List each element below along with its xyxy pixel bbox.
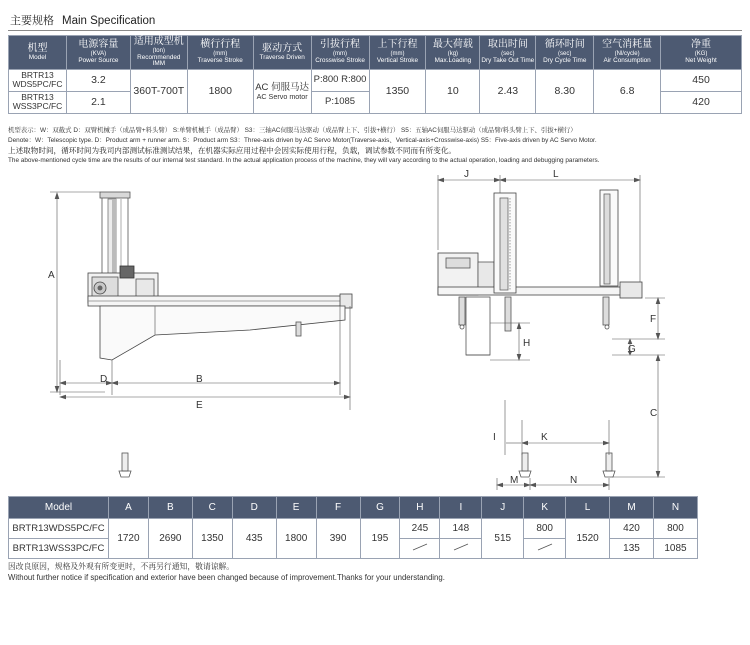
dims-col-F: F	[316, 497, 360, 519]
dims-D: 435	[232, 519, 276, 559]
dims-col-B: B	[148, 497, 192, 519]
footer-zh: 因改良原因，规格及外观有所变更时，不再另行通知，敬请谅解。	[8, 562, 235, 571]
dims-header-row	[9, 497, 698, 519]
dims-col-model: Model	[9, 497, 109, 519]
spec-col-air: 空气消耗量 (Nl/cycle) Air Consumption	[594, 36, 661, 70]
spec-power: 2.1	[66, 91, 130, 113]
dims-I: 148	[440, 519, 482, 539]
dims-col-G: G	[360, 497, 400, 519]
spec-crosswise: P:800 R:800	[311, 69, 369, 91]
dims-model: BRTR13WSS3PC/FC	[9, 539, 109, 559]
spec-row	[9, 69, 742, 91]
spec-power: 3.2	[66, 69, 130, 91]
dims-M: 420	[610, 519, 654, 539]
dims-H-empty	[400, 539, 440, 559]
dims-B: 2690	[148, 519, 192, 559]
dims-col-N: N	[653, 497, 697, 519]
spec-col-loading: 最大荷载 (kg) Max.Loading	[426, 36, 480, 70]
spec-col-traverse: 横行行程 (mm) Traverse Stroke	[187, 36, 253, 70]
dims-F: 390	[316, 519, 360, 559]
spec-col-power: 电源容量 (KVA) Power Source	[66, 36, 130, 70]
spec-weight: 420	[661, 91, 742, 113]
spec-col-weight: 净重 (KG) Net Weight	[661, 36, 742, 70]
note-denote-en: Denote：W：Telescopic type. D：Product arm + runner arm. S：Product arm S3：Three-axis driven by AC Servo Motor(Traverse-axis、Vertical-axis+Crosswise-axis) S5：Five-axis driven by AC Servo Motor.	[8, 137, 597, 144]
spec-crosswise: P:1085	[311, 91, 369, 113]
dims-col-C: C	[192, 497, 232, 519]
dim-label-C: C	[650, 408, 658, 419]
dims-L: 1520	[566, 519, 610, 559]
spec-col-imm: 适用成型机 (ton) Recommended IMM	[130, 36, 187, 70]
dim-label-K: K	[541, 432, 548, 443]
spec-cycle: 8.30	[536, 69, 594, 113]
dims-C: 1350	[192, 519, 232, 559]
dimension-table	[8, 496, 698, 559]
spec-col-drive: 驱动方式 Traverse Driven	[253, 36, 311, 70]
spec-weight: 450	[661, 69, 742, 91]
dim-label-I: I	[493, 432, 496, 443]
spec-header-row	[9, 36, 742, 70]
dim-label-H: H	[523, 338, 531, 349]
spec-takeout: 2.43	[480, 69, 536, 113]
dim-label-J: J	[464, 169, 469, 180]
empty-slash-icon	[410, 542, 430, 552]
dims-col-H: H	[400, 497, 440, 519]
dims-col-E: E	[276, 497, 316, 519]
dims-K: 800	[524, 519, 566, 539]
dims-J: 515	[482, 519, 524, 559]
dims-E: 1800	[276, 519, 316, 559]
dims-col-J: J	[482, 497, 524, 519]
dim-label-N: N	[570, 475, 578, 486]
dims-A: 1720	[108, 519, 148, 559]
dims-col-M: M	[610, 497, 654, 519]
dim-label-L: L	[553, 169, 559, 180]
footer-notice	[8, 561, 445, 583]
title-divider	[8, 30, 742, 31]
dims-col-A: A	[108, 497, 148, 519]
dims-H: 245	[400, 519, 440, 539]
dims-K-empty	[524, 539, 566, 559]
note-denote-zh: 机型表示：W：双截式 D：双臂机械手（成品臂+料头臂） S:单臂机械手（成品臂） S3：三轴AC伺服马达驱动（成品臂上下、引拔+横行） S5：五轴AC伺服马达驱动（成品臂/料头臂上下、引拔+横行）	[8, 127, 577, 134]
main-spec-table	[8, 35, 742, 114]
dims-I-empty	[440, 539, 482, 559]
dim-label-B: B	[196, 374, 203, 385]
dims-col-L: L	[566, 497, 610, 519]
front-view	[438, 175, 665, 490]
dim-label-A: A	[48, 270, 55, 281]
title-en: Main Specification	[62, 15, 156, 27]
dims-G: 195	[360, 519, 400, 559]
spec-model: BRTR13 WDS5PC/FC	[9, 69, 67, 91]
spec-loading: 10	[426, 69, 480, 113]
spec-col-vertical: 上下行程 (mm) Vertical Stroke	[369, 36, 426, 70]
dims-N: 800	[653, 519, 697, 539]
dims-col-I: I	[440, 497, 482, 519]
note-cycle-zh: 上述取物时间，循环时间为我司内部测试标准测试结果，在机器实际应用过程中会因实际使用行程，负载，调试参数不同而有所变化。	[8, 146, 457, 155]
title-zh: 主要规格	[10, 15, 54, 27]
dim-label-F: F	[650, 314, 657, 325]
side-view	[50, 192, 352, 477]
spec-drive: AC 伺服马达 AC Servo motor	[253, 69, 311, 113]
spec-imm: 360T-700T	[130, 69, 187, 113]
dimension-drawing	[0, 160, 750, 495]
spec-col-takeout: 取出时间 (sec) Dry Take Out Time	[480, 36, 536, 70]
dims-M: 135	[610, 539, 654, 559]
dim-label-E: E	[196, 400, 203, 411]
spec-traverse: 1800	[187, 69, 253, 113]
dims-N: 1085	[653, 539, 697, 559]
spec-col-model: 机型 Model	[9, 36, 67, 70]
spec-model: BRTR13 WSS3PC/FC	[9, 91, 67, 113]
dim-label-G: G	[628, 344, 636, 355]
dims-col-D: D	[232, 497, 276, 519]
dim-label-D: D	[100, 374, 108, 385]
dim-label-M: M	[510, 475, 519, 486]
dims-col-K: K	[524, 497, 566, 519]
spec-col-crosswise: 引拔行程 (mm) Crosswise Stroke	[311, 36, 369, 70]
dims-model: BRTR13WDS5PC/FC	[9, 519, 109, 539]
spec-vertical: 1350	[369, 69, 426, 113]
section-title	[10, 12, 155, 28]
empty-slash-icon	[451, 542, 471, 552]
empty-slash-icon	[535, 542, 555, 552]
dims-row	[9, 519, 698, 539]
footer-en: Without further notice if specification and exterior have been changed because of improvement.Thanks for your understanding.	[8, 573, 445, 582]
spec-col-cycle: 循环时间 (sec) Dry Cycle Time	[536, 36, 594, 70]
spec-air: 6.8	[594, 69, 661, 113]
note-cycle-en: The above-mentioned cycle time are the results of our internal test standard. In the actual application process of the machine, they will vary according to the actual operation, loading and debugging parameters.	[8, 157, 600, 164]
